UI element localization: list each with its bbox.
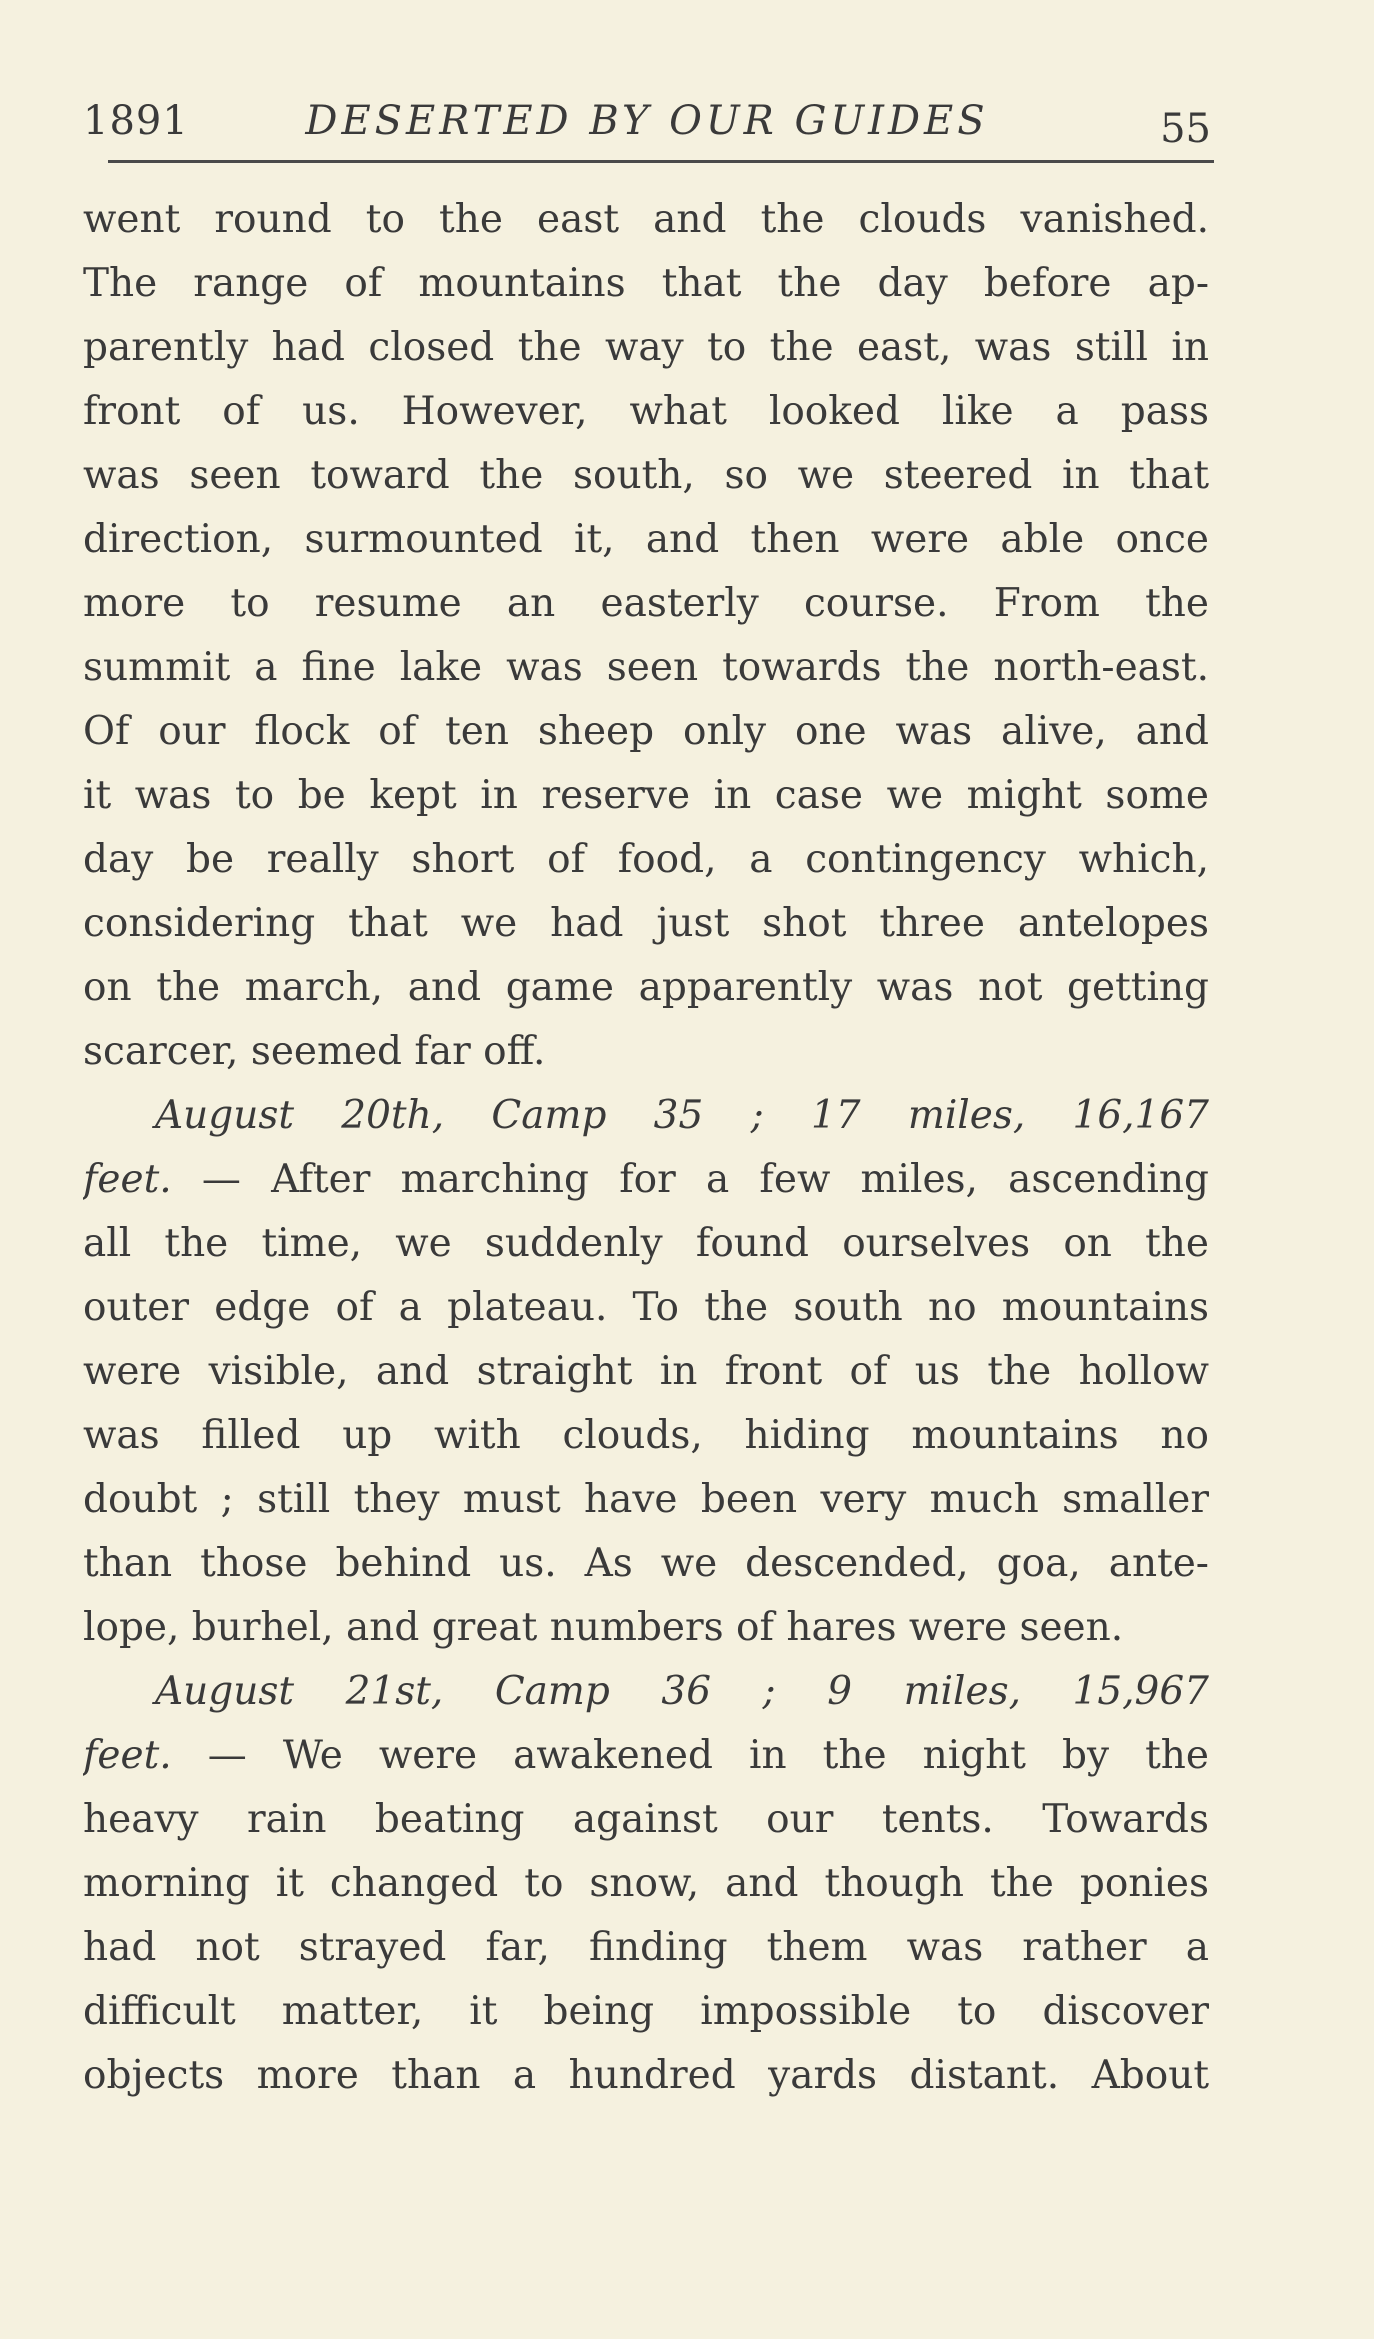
- running-head-title: DESERTED BY OUR GUIDES: [305, 98, 989, 144]
- text-line: scarcer, seemed far off.: [83, 1029, 546, 1074]
- text-line: direction, surmounted it, and then were able once: [83, 517, 1209, 562]
- text-line: all the time, we suddenly found ourselves on the: [83, 1221, 1209, 1266]
- text-line: doubt ; still they must have been very much smaller: [83, 1477, 1209, 1522]
- text-line: than those behind us. As we descended, goa, ante-: [83, 1541, 1209, 1586]
- text-line: day be really short of food, a contingency which,: [83, 837, 1209, 882]
- text-line: lope, burhel, and great numbers of hares were seen.: [83, 1605, 1124, 1650]
- text-line: had not strayed far, finding them was rather a: [83, 1925, 1209, 1970]
- entry-first-line: [83, 1724, 1209, 1788]
- text-line: The range of mountains that the day before ap-: [83, 261, 1209, 306]
- text-line: heavy rain beating against our tents. Towards: [83, 1797, 1209, 1842]
- body-text: [83, 188, 1209, 2108]
- text-line: outer edge of a plateau. To the south no mountains: [83, 1285, 1209, 1330]
- running-head: [83, 98, 1211, 158]
- entry-heading-end: feet.: [83, 1157, 172, 1202]
- text-line: went round to the east and the clouds vanished.: [83, 197, 1209, 242]
- text-line: objects more than a hundred yards distant. About: [83, 2053, 1209, 2098]
- page-number: 55: [1160, 106, 1211, 152]
- entry-heading: August 21st, Camp 36 ; 9 miles, 15,967: [155, 1669, 1209, 1714]
- entry-first-line-text: — We were awakened in the night by the: [171, 1733, 1209, 1778]
- text-line: front of us. However, what looked like a pass: [83, 389, 1209, 434]
- header-rule: [108, 160, 1214, 163]
- entry-heading-end: feet.: [83, 1733, 172, 1778]
- text-line: was seen toward the south, so we steered in that: [83, 453, 1209, 498]
- text-line: parently had closed the way to the east, was still in: [83, 325, 1209, 370]
- text-line: it was to be kept in reserve in case we might some: [83, 773, 1209, 818]
- text-line: on the march, and game apparently was not getting: [83, 965, 1209, 1010]
- text-line: morning it changed to snow, and though the ponies: [83, 1861, 1209, 1906]
- entry-first-line: [83, 1148, 1209, 1212]
- text-line: was filled up with clouds, hiding mountains no: [83, 1413, 1209, 1458]
- text-line: more to resume an easterly course. From the: [83, 581, 1209, 626]
- text-line: summit a fine lake was seen towards the north-east.: [83, 645, 1209, 690]
- text-line: were visible, and straight in front of us the hollow: [83, 1349, 1209, 1394]
- running-head-year: 1891: [83, 98, 189, 144]
- entry-first-line-text: — After marching for a few miles, ascending: [171, 1157, 1209, 1202]
- text-line: difficult matter, it being impossible to discover: [83, 1989, 1209, 2034]
- entry-heading: August 20th, Camp 35 ; 17 miles, 16,167: [155, 1093, 1209, 1138]
- text-line: Of our flock of ten sheep only one was alive, and: [83, 709, 1209, 754]
- text-line: considering that we had just shot three antelopes: [83, 901, 1209, 946]
